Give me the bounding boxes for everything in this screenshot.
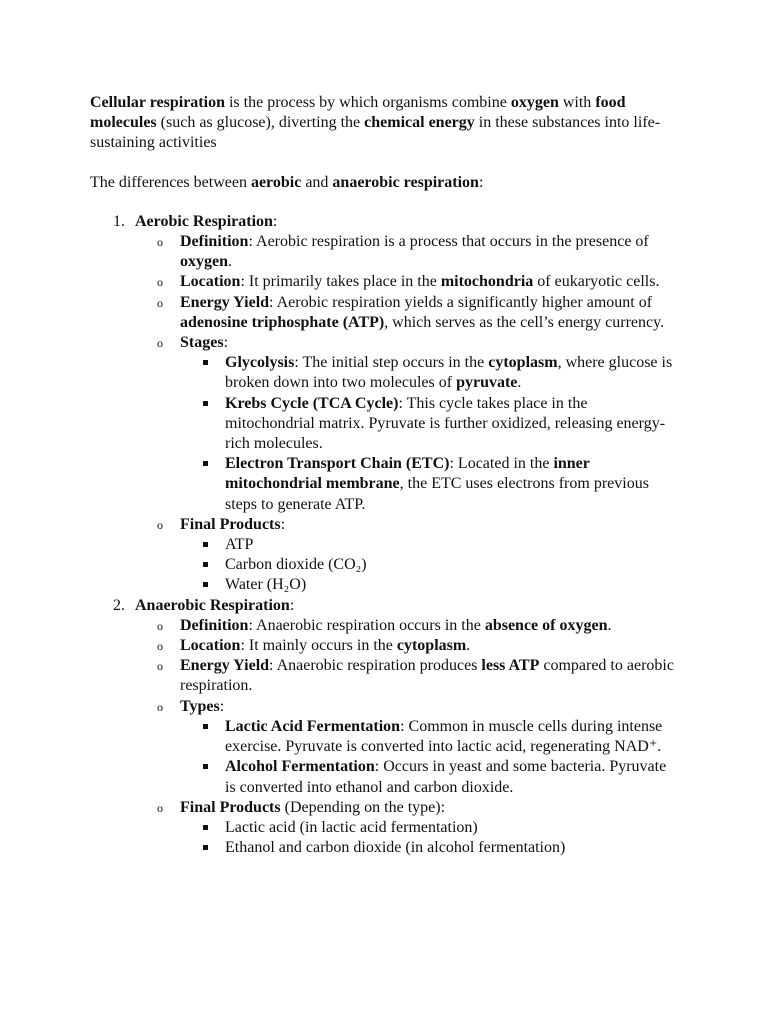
item-label: Types	[180, 697, 220, 715]
item-label: Energy Yield	[180, 657, 270, 675]
lead-paragraph	[90, 173, 680, 193]
item-term: inner mitochondrial membrane	[225, 455, 590, 493]
list-number: 2.	[113, 596, 125, 614]
item-label: Definition	[180, 616, 249, 634]
aerobic-sublist	[135, 232, 680, 596]
circle-bullet-icon: o	[157, 618, 163, 633]
item-text: of eukaryotic cells.	[533, 273, 660, 291]
item-text: .	[228, 253, 232, 271]
item-label: Final Products	[180, 515, 281, 533]
list-item	[180, 838, 680, 858]
lead-text: and	[301, 173, 333, 191]
term-food-molecules: food molecules	[90, 94, 626, 132]
list-item	[135, 232, 680, 272]
item-term: oxygen	[180, 253, 228, 271]
term-oxygen: oxygen	[510, 94, 559, 111]
item-text: .	[466, 637, 471, 655]
circle-bullet-icon: o	[157, 639, 163, 654]
list-item	[135, 272, 680, 292]
item-text: : Occurs in yeast and some bacteria. Pyruvate is converted into ethanol and carbon dioxide.	[225, 758, 667, 796]
item-text: , which serves as the cell’s energy currency.	[384, 313, 665, 331]
lead-text: The differences between	[90, 173, 251, 191]
circle-bullet-icon: o	[157, 295, 163, 310]
list-item	[180, 717, 680, 757]
list-number: 1.	[113, 212, 125, 230]
intro-text: (such as glucose), diverting the	[156, 114, 365, 132]
list-item	[180, 353, 680, 393]
item-label: Location	[180, 273, 241, 291]
item-text: , the ETC uses electrons from previous steps to generate ATP.	[225, 475, 649, 513]
item-term: mitochondria	[440, 273, 534, 291]
circle-bullet-icon: o	[157, 517, 163, 532]
square-bullet-icon	[203, 724, 208, 729]
square-bullet-icon	[203, 825, 208, 830]
list-item: o Final Products: ATP Carbon dioxide (CO₂) Water (H₂O)	[135, 515, 680, 596]
list-item-anaerobic: 2. Anaerobic Respiration: o Definition: Anaerobic respiration occurs in the absence of oxygen. o Location: It mainly occurs in the cytoplasm. o Energy Yield: Anaerobic respiration produces less ATP compared to aerobic respiration. o Types: Lactic Acid Fermentation: Common in muscle cells during intense exercise. Pyruvate is converted into lactic acid, regenerating NAD⁺. Alcohol Fermentation: Occurs in yeast and some bacteria. Pyruvate is converted into ethanol and carbon dioxide. o Final Products (Depending on the type): Lactic acid (in lactic acid fermentation) Ethanol and carbon dioxide (in alcohol fermentation)	[90, 596, 680, 859]
intro-text: in these substances into life-sustaining activities	[90, 114, 661, 152]
item-text: : Common in muscle cells during intense exercise. Pyruvate is converted into lactic acid, regenerating NAD⁺.	[225, 717, 663, 756]
term-anaerobic-respiration: anaerobic respiration	[332, 173, 479, 191]
square-bullet-icon	[203, 764, 208, 769]
item-text: : Aerobic respiration yields a significantly higher amount of	[269, 293, 653, 311]
square-bullet-icon	[203, 542, 208, 547]
product-text: Lactic acid (in lactic acid fermentation)	[225, 818, 478, 836]
circle-bullet-icon: o	[157, 336, 163, 351]
item-label: Energy Yield	[180, 293, 270, 311]
item-text: : Located in the	[449, 455, 554, 473]
circle-bullet-icon: o	[157, 235, 163, 250]
term-chemical-energy: chemical energy	[364, 114, 475, 132]
list-item	[135, 636, 680, 656]
item-term: pyruvate	[456, 374, 518, 392]
item-term: absence of oxygen	[484, 616, 608, 634]
square-bullet-icon	[203, 360, 208, 365]
item-text: : Aerobic respiration is a process that occurs in the presence of	[248, 233, 649, 251]
product-text: Water (H₂O)	[225, 576, 307, 594]
list-item	[135, 656, 680, 696]
intro-text: with	[558, 94, 596, 111]
item-label: Definition	[180, 233, 249, 251]
intro-text: is the process by which organisms combine	[224, 94, 511, 111]
square-bullet-icon	[203, 562, 208, 567]
circle-bullet-icon: o	[157, 800, 163, 815]
item-label: Stages	[180, 334, 224, 352]
product-text: Carbon dioxide (CO₂)	[225, 556, 367, 574]
item-term: adenosine triphosphate (ATP)	[180, 313, 385, 331]
item-text: , where glucose is broken down into two molecules of	[225, 354, 673, 392]
list-item-aerobic: 1. Aerobic Respiration: o Definition: Aerobic respiration is a process that occurs in the presence of oxygen. o Location: It primarily takes place in the mitochondria of eukaryotic cells. o Energy Yield: Aerobic respiration yields a significantly higher amount of adenosine triphosphate (ATP), which serves as the cell’s energy currency. o Stages: Glycolysis: The initial step occurs in the cytoplasm, where glucose is broken down into two molecules of pyruvate. Krebs Cycle (TCA Cycle): This cycle takes place in the mitochondrial matrix. Pyruvate is further oxidized, releasing energy-rich molecules. Electron Transport Chain (ETC): Located in the inner mitochondrial membrane, the ETC uses electrons from previous steps to generate ATP. o Final Products: ATP Carbon dioxide (CO₂) Water (H₂O)	[90, 212, 680, 596]
item-text: .	[607, 616, 612, 634]
list-item	[135, 798, 680, 859]
item-term: cytoplasm	[396, 637, 467, 655]
item-label: Glycolysis	[225, 354, 295, 372]
item-text: : It primarily takes place in the	[240, 273, 441, 291]
list-item	[180, 757, 680, 797]
item-text: : It mainly occurs in the	[240, 637, 397, 655]
list-item	[135, 616, 680, 636]
list-item	[180, 555, 680, 575]
lead-text: :	[478, 173, 484, 191]
product-text: ATP	[225, 536, 254, 554]
square-bullet-icon	[203, 461, 208, 466]
term-cellular-respiration: Cellular respiration	[90, 94, 225, 111]
circle-bullet-icon: o	[157, 699, 163, 714]
item-label: Alcohol Fermentation	[225, 758, 375, 776]
item-text: : Anaerobic respiration produces	[269, 657, 482, 675]
list-item	[180, 454, 680, 515]
intro-paragraph	[90, 93, 680, 154]
stages-sublist	[180, 353, 680, 515]
item-text: : Anaerobic respiration occurs in the	[248, 616, 485, 634]
product-text: Ethanol and carbon dioxide (in alcohol fermentation)	[225, 839, 566, 857]
item-text: : The initial step occurs in the	[294, 354, 489, 372]
item-label: Electron Transport Chain (ETC)	[225, 455, 450, 473]
list-item	[180, 818, 680, 838]
item-text: (Depending on the type):	[280, 798, 446, 816]
item-label: Location	[180, 637, 241, 655]
item-text: .	[517, 374, 522, 392]
list-item	[180, 535, 680, 555]
square-bullet-icon	[203, 845, 208, 850]
document-page	[90, 93, 680, 858]
item-label: Lactic Acid Fermentation	[225, 717, 401, 735]
list-item: o Stages: Glycolysis: The initial step occurs in the cytoplasm, where glucose is broken down into two molecules of pyruvate. Krebs Cycle (TCA Cycle): This cycle takes place in the mitochondrial matrix. Pyruvate is further oxidized, releasing energy-rich molecules. Electron Transport Chain (ETC): Located in the inner mitochondrial membrane, the ETC uses electrons from previous steps to generate ATP.	[135, 333, 680, 515]
list-item: o Types: Lactic Acid Fermentation: Common in muscle cells during intense exercise. Pyruvate is converted into lactic acid, regenerating NAD⁺. Alcohol Fermentation: Occurs in yeast and some bacteria. Pyruvate is converted into ethanol and carbon dioxide.	[135, 697, 680, 798]
section-title-anaerobic: Anaerobic Respiration	[135, 596, 290, 614]
item-label: Final Products	[180, 798, 281, 816]
anaerobic-sublist	[135, 616, 680, 858]
item-label: Krebs Cycle (TCA Cycle)	[225, 394, 399, 412]
list-item	[180, 394, 680, 455]
item-term: cytoplasm	[488, 354, 558, 372]
products-sublist	[180, 818, 680, 858]
circle-bullet-icon: o	[157, 275, 163, 290]
square-bullet-icon	[203, 401, 208, 406]
circle-bullet-icon: o	[157, 659, 163, 674]
section-title-aerobic: Aerobic Respiration	[135, 212, 273, 230]
item-text: : This cycle takes place in the mitochondrial matrix. Pyruvate is further oxidized, releasing energy-rich molecules.	[225, 394, 666, 453]
types-sublist	[180, 717, 680, 798]
term-aerobic: aerobic	[250, 173, 302, 191]
respiration-list	[90, 212, 680, 859]
square-bullet-icon	[203, 582, 208, 587]
item-term: less ATP	[481, 657, 540, 675]
list-item	[135, 293, 680, 333]
list-item	[180, 575, 680, 595]
item-text: compared to aerobic respiration.	[180, 657, 674, 695]
products-sublist	[180, 535, 680, 596]
